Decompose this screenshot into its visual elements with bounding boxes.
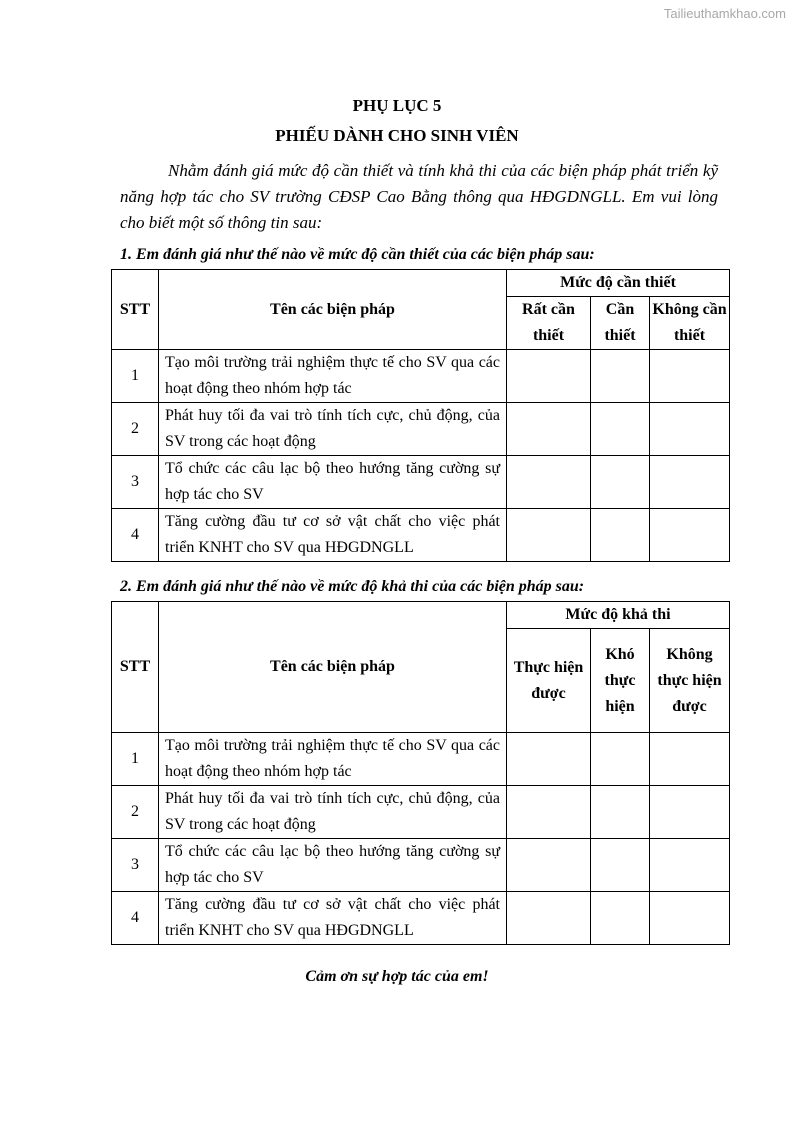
row-stt: 2 <box>112 403 159 456</box>
answer-cell[interactable] <box>591 509 650 562</box>
question-1: 1. Em đánh giá như thế nào về mức độ cần thiết của các biện pháp sau: <box>120 246 595 263</box>
answer-cell[interactable] <box>650 839 730 892</box>
table-row <box>112 892 730 945</box>
header-stt: STT <box>112 270 159 350</box>
answer-cell[interactable] <box>591 456 650 509</box>
row-measure: Tạo môi trường trải nghiệm thực tế cho SV qua các hoạt động theo nhóm hợp tác <box>159 733 507 786</box>
answer-cell[interactable] <box>507 456 591 509</box>
header-level-feasible: Thực hiện được <box>507 629 591 733</box>
header-level-not-necessary: Không cần thiết <box>650 297 730 350</box>
table-row <box>112 509 730 562</box>
answer-cell[interactable] <box>507 350 591 403</box>
header-measure-name: Tên các biện pháp <box>159 602 507 733</box>
answer-cell[interactable] <box>650 350 730 403</box>
answer-cell[interactable] <box>507 786 591 839</box>
answer-cell[interactable] <box>591 786 650 839</box>
answer-cell[interactable] <box>507 733 591 786</box>
appendix-title: PHỤ LỤC 5 <box>352 96 442 115</box>
table-row <box>112 350 730 403</box>
answer-cell[interactable] <box>650 892 730 945</box>
intro-paragraph: Nhằm đánh giá mức độ cần thiết và tính khả thi của các biện pháp phát triển kỹ năng hợp tác cho SV trường CĐSP Cao Bằng thông qua HĐGDNGLL. Em vui lòng cho biết một số thông tin sau: <box>120 161 718 232</box>
answer-cell[interactable] <box>650 509 730 562</box>
row-measure: Tăng cường đầu tư cơ sở vật chất cho việc phát triển KNHT cho SV qua HĐGDNGLL <box>159 892 507 945</box>
answer-cell[interactable] <box>591 350 650 403</box>
answer-cell[interactable] <box>650 456 730 509</box>
answer-cell[interactable] <box>591 403 650 456</box>
answer-cell[interactable] <box>650 733 730 786</box>
answer-cell[interactable] <box>507 839 591 892</box>
table-row <box>112 839 730 892</box>
form-title: PHIẾU DÀNH CHO SINH VIÊN <box>275 126 519 145</box>
row-stt: 1 <box>112 733 159 786</box>
header-level-necessary: Cần thiết <box>591 297 650 350</box>
header-level-difficult: Khó thực hiện <box>591 629 650 733</box>
answer-cell[interactable] <box>591 892 650 945</box>
answer-cell[interactable] <box>591 733 650 786</box>
table-row <box>112 733 730 786</box>
header-necessity-level: Mức độ cần thiết <box>507 270 730 297</box>
answer-cell[interactable] <box>507 403 591 456</box>
row-measure: Phát huy tối đa vai trò tính tích cực, chủ động, của SV trong các hoạt động <box>159 403 507 456</box>
header-level-not-feasible: Không thực hiện được <box>650 629 730 733</box>
header-stt: STT <box>112 602 159 733</box>
row-stt: 1 <box>112 350 159 403</box>
table-row <box>112 403 730 456</box>
answer-cell[interactable] <box>591 839 650 892</box>
row-measure: Phát huy tối đa vai trò tính tích cực, chủ động, của SV trong các hoạt động <box>159 786 507 839</box>
answer-cell[interactable] <box>650 403 730 456</box>
watermark: Tailieuthamkhao.com <box>663 6 786 21</box>
question-2: 2. Em đánh giá như thế nào về mức độ khả thi của các biện pháp sau: <box>120 578 585 595</box>
row-measure: Tổ chức các câu lạc bộ theo hướng tăng cường sự hợp tác cho SV <box>159 456 507 509</box>
necessity-table <box>111 269 730 562</box>
row-stt: 4 <box>112 892 159 945</box>
answer-cell[interactable] <box>507 892 591 945</box>
answer-cell[interactable] <box>650 786 730 839</box>
row-measure: Tạo môi trường trải nghiệm thực tế cho SV qua các hoạt động theo nhóm hợp tác <box>159 350 507 403</box>
header-feasibility-level: Mức độ khả thi <box>507 602 730 629</box>
row-stt: 2 <box>112 786 159 839</box>
header-measure-name: Tên các biện pháp <box>159 270 507 350</box>
answer-cell[interactable] <box>507 509 591 562</box>
row-stt: 3 <box>112 839 159 892</box>
table-row <box>112 786 730 839</box>
header-level-very-necessary: Rất cần thiết <box>507 297 591 350</box>
row-stt: 4 <box>112 509 159 562</box>
row-measure: Tổ chức các câu lạc bộ theo hướng tăng cường sự hợp tác cho SV <box>159 839 507 892</box>
thank-you-note: Cảm ơn sự hợp tác của em! <box>305 968 489 985</box>
row-measure: Tăng cường đầu tư cơ sở vật chất cho việc phát triển KNHT cho SV qua HĐGDNGLL <box>159 509 507 562</box>
feasibility-table <box>111 601 730 945</box>
table-row <box>112 456 730 509</box>
row-stt: 3 <box>112 456 159 509</box>
